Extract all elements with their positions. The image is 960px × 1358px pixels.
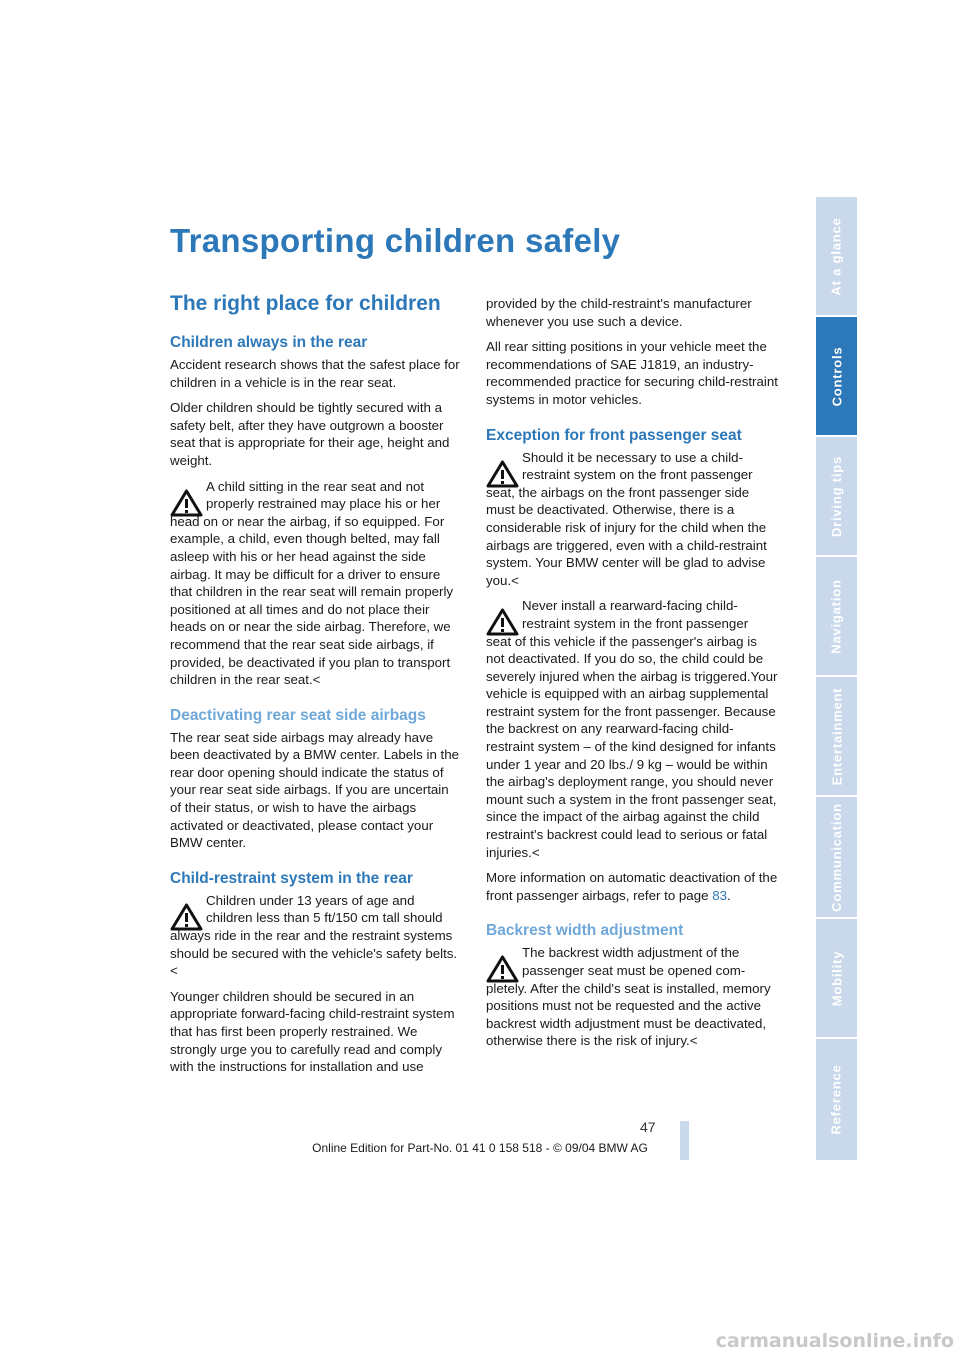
warning-text: seat of this vehicle if the passenger's airbag is not deactivated. If you do so, the child could be severely injured when the airbag is triggered.Your vehicle is equipped with an airbag supplemental restraint system for the front passenger. Because the backrest on any rearward-facing child-restraint system – of the kind designed for infants under 1 year and 20 lbs./ 9 kg – would be within the airbag's deployment range, you should never mount such a system in the front passenger seat, since the impact of the airbag against the child restraint's backrest could lead to serious or fatal injuries.<: [486, 633, 778, 860]
paragraph: Older children should be tightly secured with a safety belt, after they have outgrown a booster seat that is appropriate for their age, height and weight.: [170, 400, 450, 468]
warning-note: [170, 478, 462, 689]
paragraph: Younger children should be secured in an appropriate forward-facing child-restraint system that has first been properly restrained. We strongly urge you to carefully read and comply with the instructions for installation and use: [170, 988, 455, 1075]
tab-entertainment[interactable]: Entertainment: [816, 677, 857, 797]
subsection-title-backrest: Backrest width adjustment: [486, 922, 684, 940]
warning-text: head on or near the airbag, if so equipped. For example, a child, even though belted, may fall asleep with his or her head against the side airbag. It may be difficult for a driver to ensure that children in the rear seat will remain properly positioned at all times and do not place their heads on or near the side airbag. Therefore, we recommend that the rear seat side airbags, if provided, be deactivated if you plan to transport children in the rear seat.<: [170, 513, 454, 688]
warning-text-first: Should it be necessary to use a child-restraint system on the front passenger: [522, 449, 753, 483]
warning-text: seat, the airbags on the front passenger side must be deactivated. Otherwise, there is a considerable risk of injury for the child when the airbags are triggered, even with a child-restraint system. Your BMW center will be glad to advise you.<: [486, 484, 767, 588]
watermark: carmanualsonline.info: [715, 1330, 954, 1352]
warning-icon: [486, 608, 519, 636]
page-reference-link[interactable]: 83: [712, 887, 727, 903]
warning-text-first: The backrest width adjustment of the passenger seat must be opened com-: [522, 945, 746, 978]
tab-communication[interactable]: Communication: [816, 797, 857, 919]
paragraph: All rear sitting positions in your vehicle meet the recommendations of SAE J1819, an industry-recommended practice for securing child-restraint systems in motor vehicles.: [486, 339, 778, 407]
warning-icon: [170, 903, 203, 931]
tab-reference[interactable]: Reference: [829, 1064, 845, 1135]
warning-note: [486, 449, 778, 590]
paragraph: [486, 869, 778, 904]
warning-icon: [170, 489, 203, 517]
more-info-period: .: [727, 887, 731, 903]
tab-mobility[interactable]: Mobility: [816, 919, 857, 1039]
subsection-title-exception: Exception for front passenger seat: [486, 426, 742, 444]
paragraph: Accident research shows that the safest place for children in a vehicle is in the rear seat.: [170, 357, 460, 390]
subsection-title-children-rear: Children always in the rear: [170, 334, 368, 351]
subsection-title-child-restraint: Child-restraint system in the rear: [170, 869, 413, 887]
paragraph: provided by the child-restraint's manufacturer whenever you use such a device.: [486, 296, 752, 329]
warning-text-first: Never install a rearward-facing child-restraint system in the front passenger: [522, 598, 749, 631]
warning-icon: [486, 460, 519, 488]
page-number: 47: [640, 1119, 656, 1135]
warning-text: always ride in the rear and the restraint systems should be secured with the vehicle's safety belts.<: [170, 928, 458, 979]
tab-driving-tips[interactable]: Driving tips: [816, 437, 857, 557]
page-title: Transporting children safely: [170, 222, 621, 259]
more-info-text: More information on automatic deactivation of the front passenger airbags, refer to page: [486, 870, 778, 903]
warning-text-first: A child sitting in the rear seat and not properly restrained may place his or her: [206, 478, 441, 512]
warning-note: [486, 597, 778, 861]
warning-text: pletely. After the child's seat is installed, memory positions must not be requested and the active backrest width adjustment must be deactivated, otherwise there is the risk of injury.<: [486, 980, 771, 1049]
warning-note: [486, 944, 778, 1050]
tab-at-a-glance[interactable]: At a glance: [816, 197, 857, 317]
left-column: [170, 292, 462, 1084]
warning-text-first: Children under 13 years of age and children less than 5 ft/150 cm tall should: [206, 892, 443, 926]
warning-note: [170, 892, 462, 980]
tab-navigation[interactable]: Navigation: [816, 557, 857, 677]
warning-icon: [486, 955, 519, 983]
right-column: [486, 295, 778, 1058]
tab-controls[interactable]: Controls: [816, 317, 857, 437]
chapter-sidebar: [816, 197, 857, 1160]
section-heading: The right place for children: [170, 292, 441, 315]
paragraph: The rear seat side airbags may already have been deactivated by a BMW center. Labels in the rear door opening should indicate the status of your rear seat side airbags. If you are uncertain of their status, or wish to have the airbags activated or deactivated, please contact your BMW center.: [170, 729, 460, 851]
footer-edition: Online Edition for Part-No. 01 41 0 158 518 - © 09/04 BMW AG: [312, 1141, 648, 1155]
subsection-title-deactivating: Deactivating rear seat side airbags: [170, 706, 426, 724]
